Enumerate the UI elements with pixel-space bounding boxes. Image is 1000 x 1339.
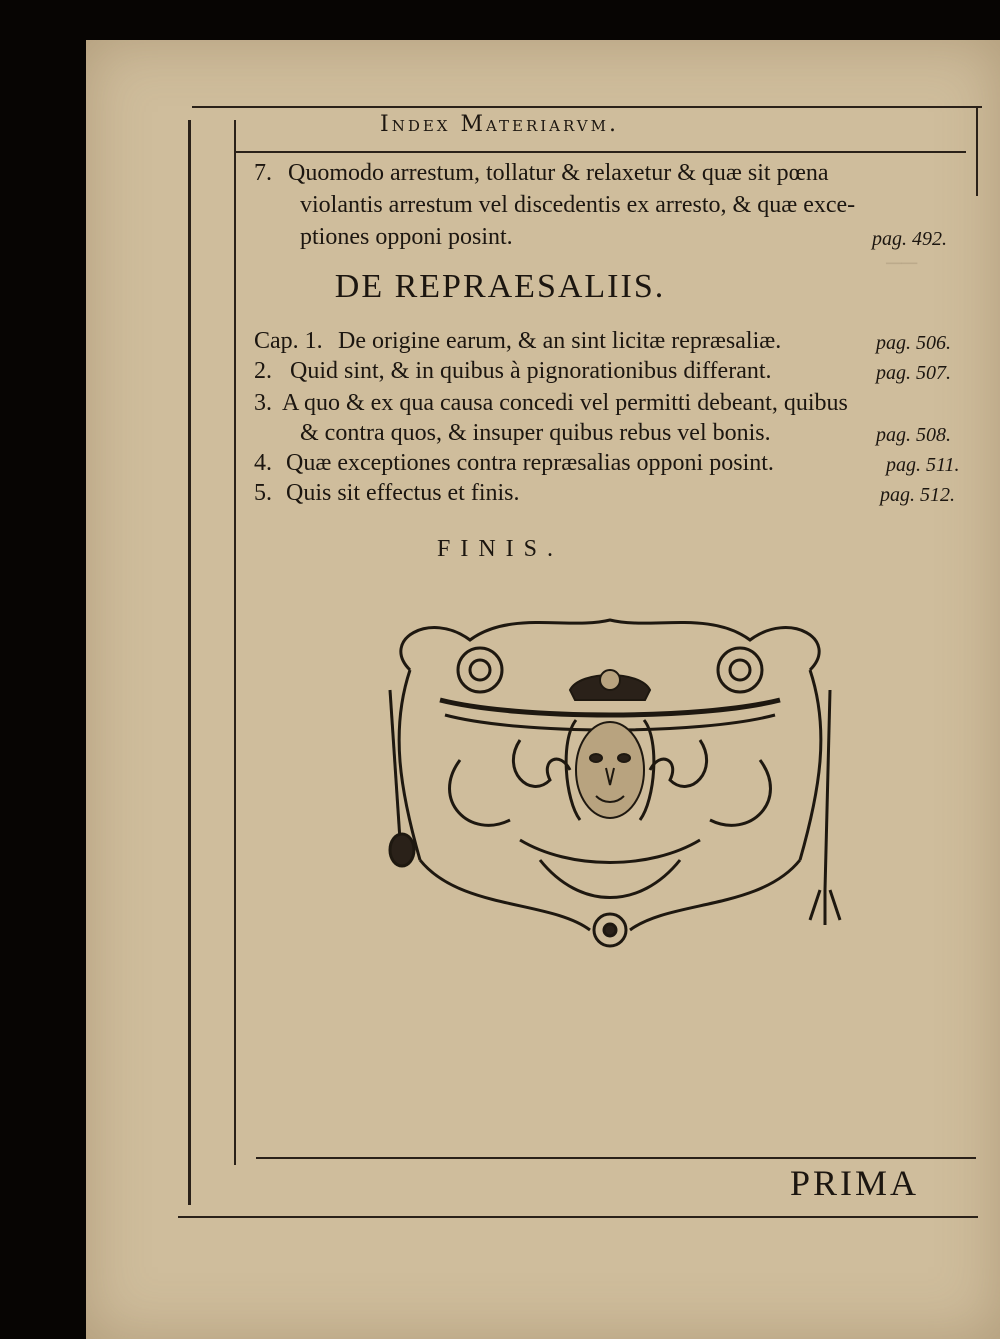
chapter-3-text-cont: & contra quos, & insuper quibus rebus vel bonis. [300, 420, 771, 446]
chapter-2-text: Quid sint, & in quibus à pignorationibus differant. [290, 358, 772, 384]
top-rule [192, 106, 982, 108]
finis-mark: FINIS. [436, 536, 563, 562]
chapter-4-text: Quæ exceptiones contra repræsalias opponi posint. [286, 450, 774, 476]
entry-7-line-3: ptiones opponi posint. [300, 224, 513, 250]
header-rule [236, 151, 966, 153]
chapter-1-number: Cap. 1. [254, 328, 323, 354]
entry-7-line-1: Quomodo arrestum, tollatur & relaxetur & quæ sit pœna [288, 160, 829, 186]
chapter-3-text: A quo & ex qua causa concedi vel permitti debeant, quibus [282, 390, 848, 416]
chapter-2-page-ref: pag. 507. [876, 362, 951, 384]
chapter-5-page-ref: pag. 512. [880, 484, 955, 506]
entry-7-number: 7. [254, 160, 272, 186]
entry-7-page-ref: pag. 492. [872, 228, 947, 250]
chapter-3-page-ref: pag. 508. [876, 424, 951, 446]
bottom-rule [256, 1157, 976, 1159]
show-through: ── [886, 250, 918, 275]
catchword: PRIMA [790, 1163, 920, 1203]
section-title: DE REPRAESALIIS. [334, 268, 666, 305]
woodcut-ornament-icon [370, 610, 850, 980]
chapter-3-number: 3. [254, 390, 272, 416]
chapter-1-text: De origine earum, & an sint licitæ repræsaliæ. [338, 328, 782, 354]
footer-rule [178, 1216, 978, 1218]
entry-7-line-2: violantis arrestum vel discedentis ex arresto, & quæ exce- [300, 192, 856, 218]
chapter-4-page-ref: pag. 511. [886, 454, 960, 476]
chapter-5-text: Quis sit effectus et finis. [286, 480, 520, 506]
chapter-5-number: 5. [254, 480, 272, 506]
right-rule [976, 106, 978, 196]
chapter-2-number: 2. [254, 358, 272, 384]
chapter-4-number: 4. [254, 450, 272, 476]
running-header: Index Materiarvm. [380, 112, 619, 137]
chapter-1-page-ref: pag. 506. [876, 332, 951, 354]
